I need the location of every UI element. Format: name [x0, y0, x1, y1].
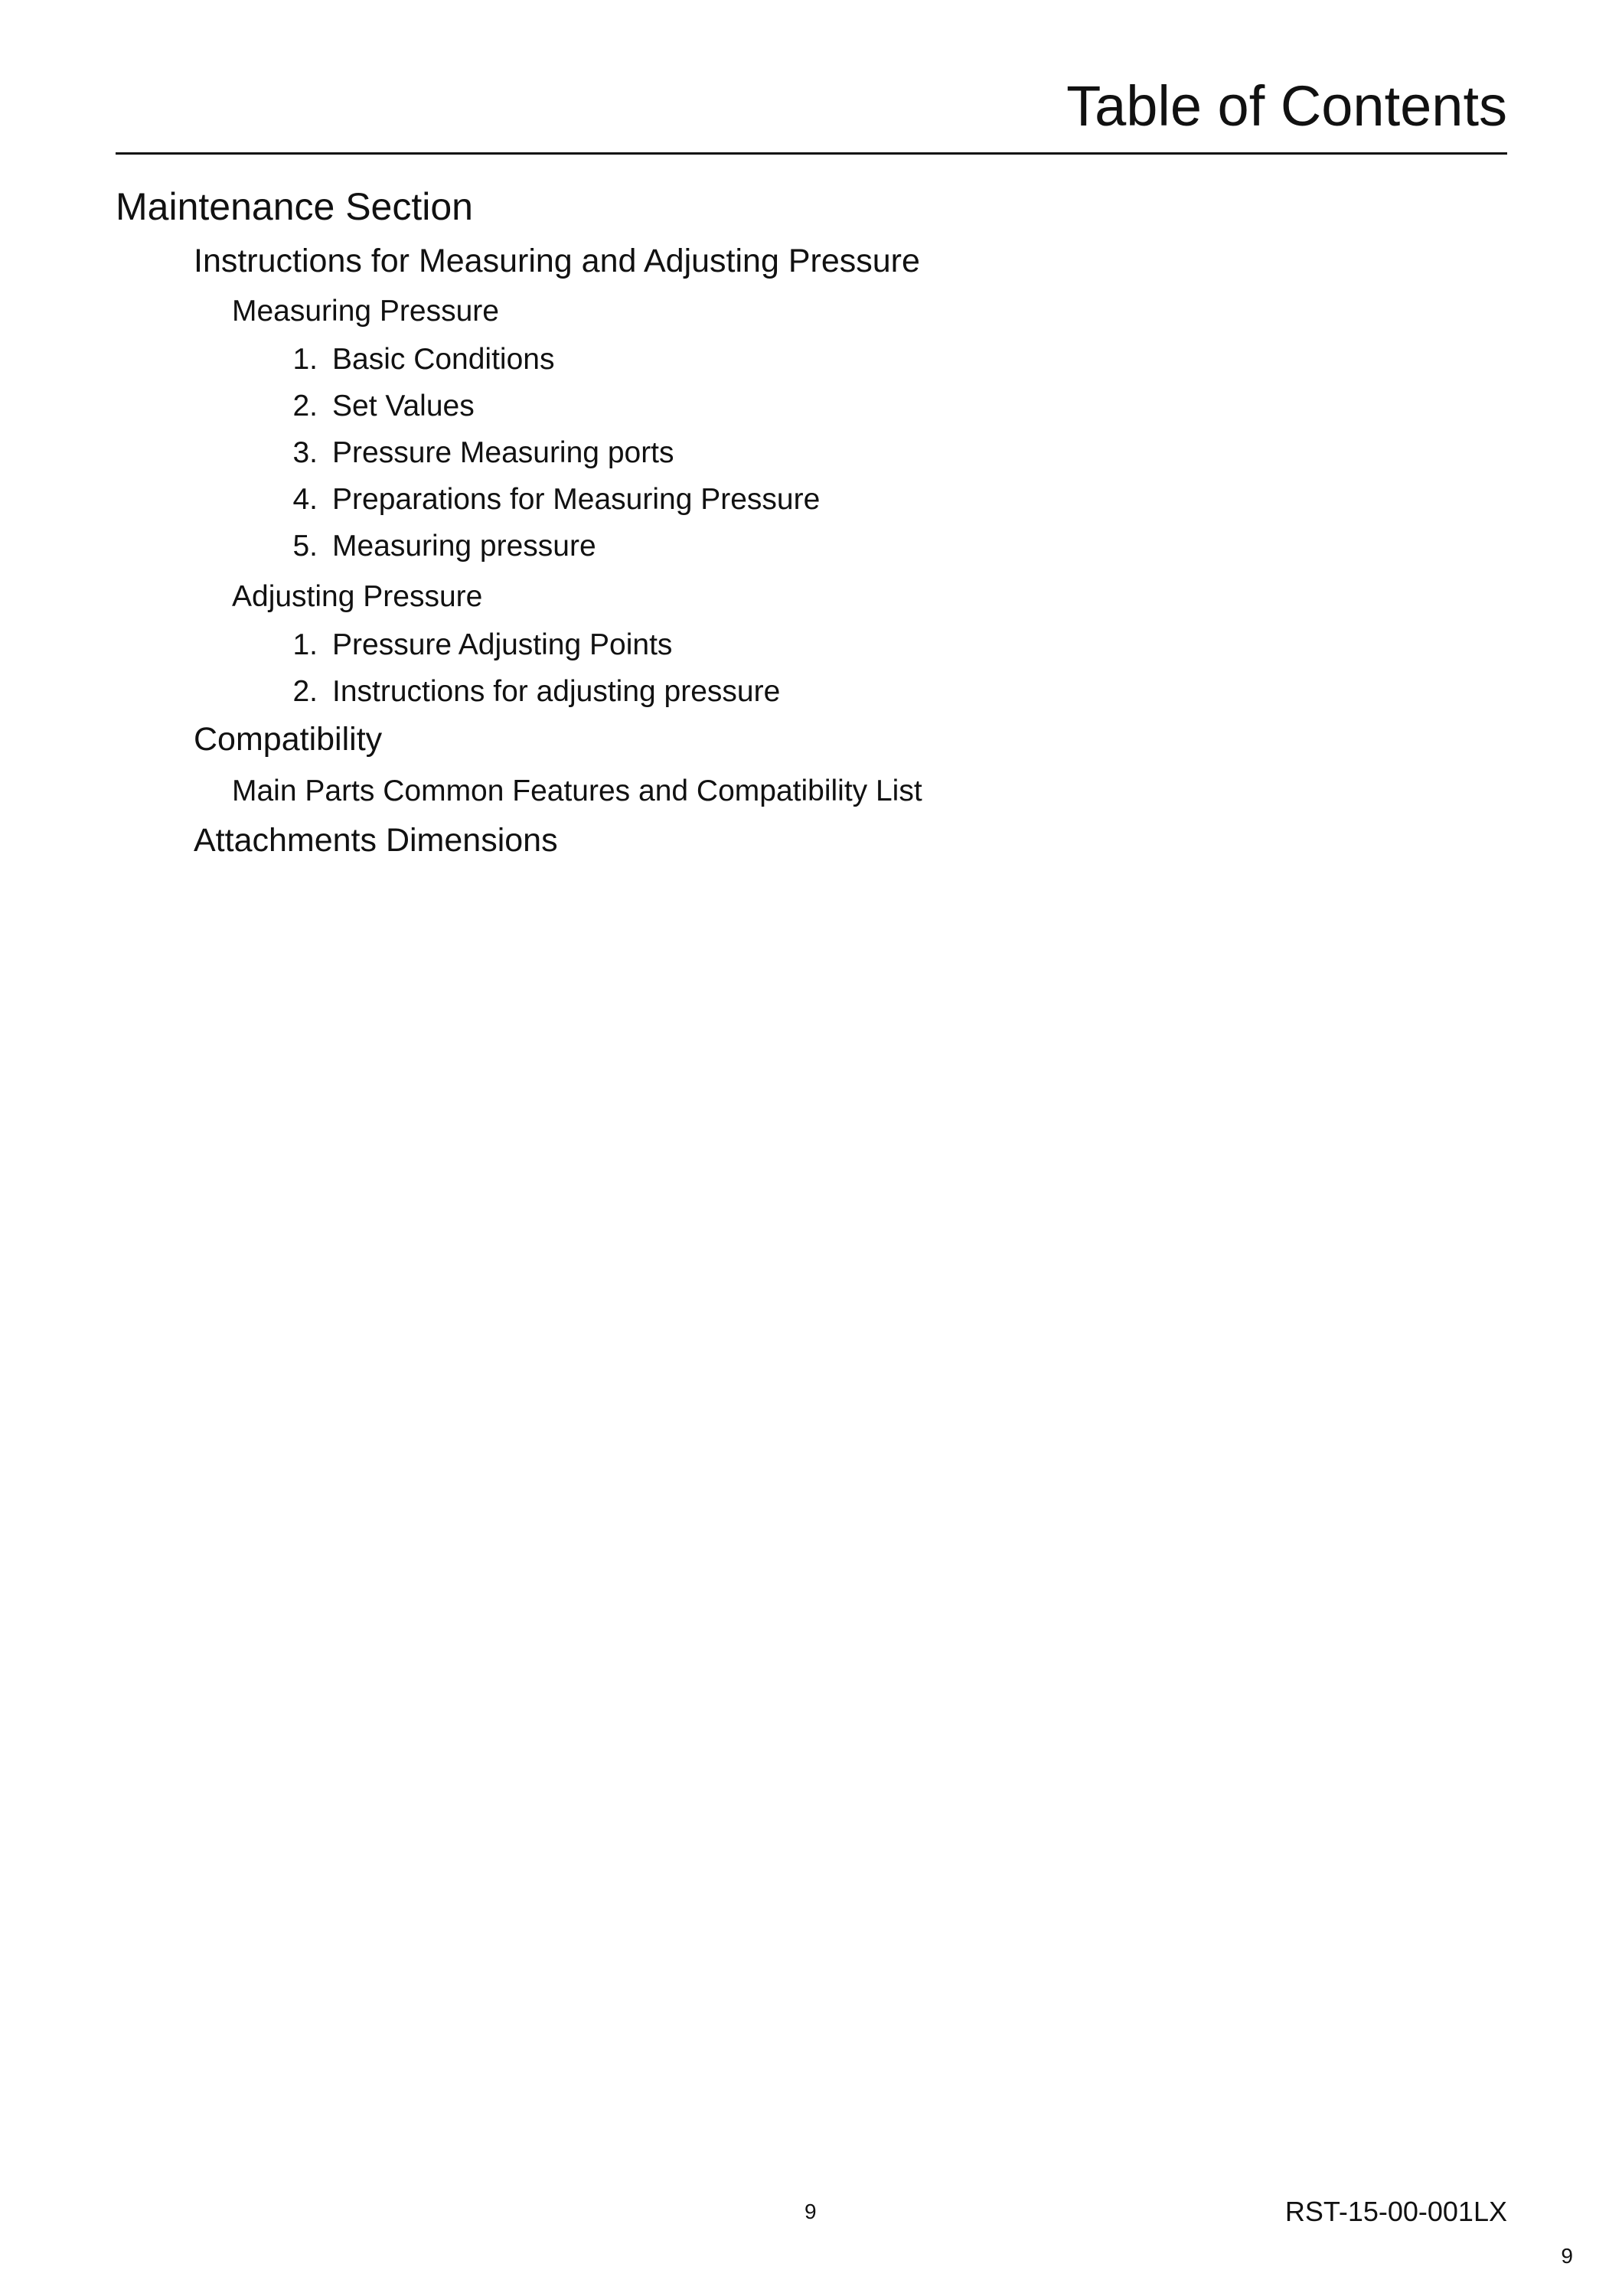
list-item-text: Preparations for Measuring Pressure — [332, 483, 821, 516]
list-number: 1. — [292, 628, 318, 661]
list-number: 2. — [292, 675, 318, 708]
page-number: 9 — [804, 2200, 817, 2223]
toc-item-basic-conditions[interactable] — [270, 344, 554, 374]
title-divider — [116, 152, 1507, 155]
corner-page-number: 9 — [1561, 2244, 1573, 2268]
toc-item-measuring-pressure[interactable] — [270, 531, 596, 561]
list-number: 2. — [292, 390, 318, 422]
toc-chapter-compatibility[interactable]: Compatibility — [194, 721, 383, 758]
list-item-text: Pressure Adjusting Points — [332, 628, 673, 661]
list-number: 4. — [292, 483, 318, 516]
toc-section-maintenance[interactable]: Maintenance Section — [116, 185, 473, 228]
toc-heading-adjusting-pressure[interactable]: Adjusting Pressure — [232, 580, 483, 613]
toc-chapter-measuring-adjusting[interactable]: Instructions for Measuring and Adjusting Pressure — [194, 243, 920, 279]
list-item-text: Instructions for adjusting pressure — [332, 675, 781, 708]
list-number: 3. — [292, 436, 318, 469]
toc-item-preparations[interactable] — [270, 484, 820, 514]
page-title: Table of Contents — [1066, 74, 1507, 138]
toc-item-pressure-measuring-ports[interactable] — [270, 438, 674, 468]
toc-heading-measuring-pressure[interactable]: Measuring Pressure — [232, 295, 499, 328]
toc-item-set-values[interactable] — [270, 391, 475, 421]
document-code: RST-15-00-001LX — [1284, 2196, 1507, 2227]
list-item-text: Measuring pressure — [332, 530, 596, 563]
toc-item-adjusting-instructions[interactable] — [270, 677, 780, 706]
list-item-text: Basic Conditions — [332, 343, 555, 376]
list-number: 5. — [292, 530, 318, 563]
toc-chapter-attachments-dimensions[interactable]: Attachments Dimensions — [194, 822, 558, 859]
list-number: 1. — [292, 343, 318, 376]
list-item-text: Set Values — [332, 390, 475, 422]
list-item-text: Pressure Measuring ports — [332, 436, 674, 469]
toc-heading-compatibility-list[interactable]: Main Parts Common Features and Compatibility List — [232, 775, 922, 807]
toc-item-adjusting-points[interactable] — [270, 630, 672, 660]
